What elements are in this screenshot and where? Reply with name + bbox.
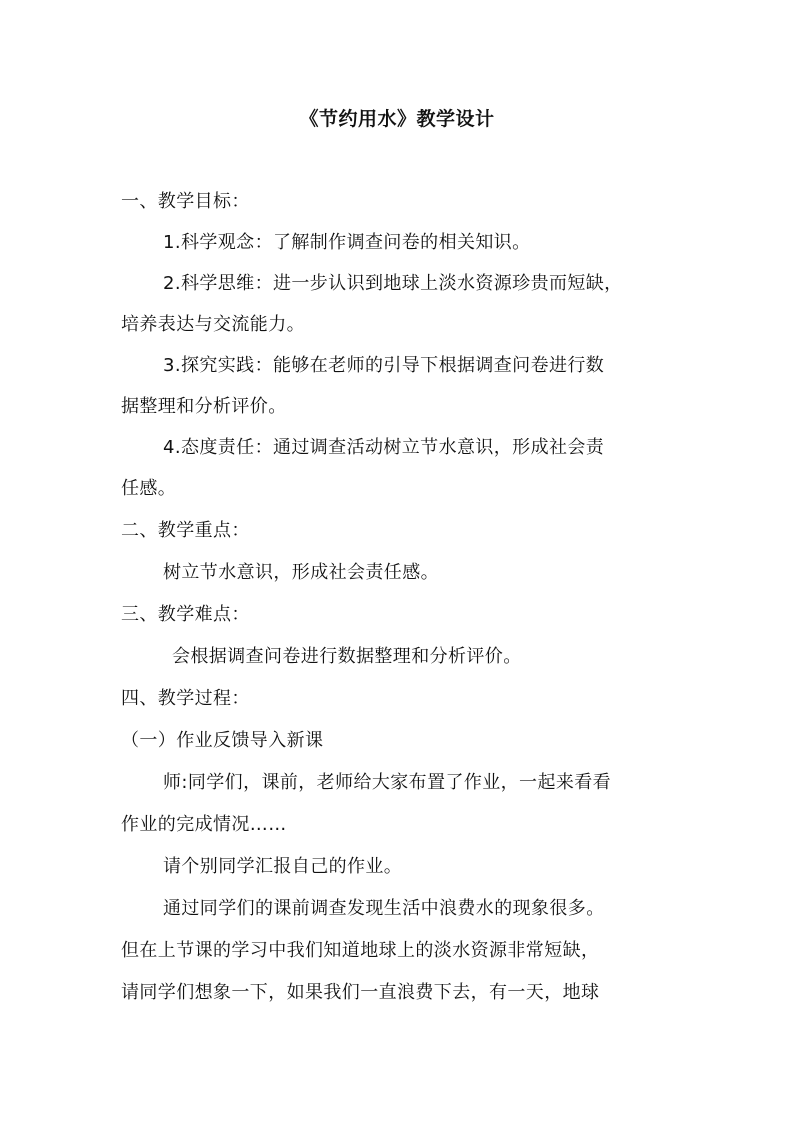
objective-2-line-1: 2.科学思维：进一步认识到地球上淡水资源珍贵而短缺， xyxy=(163,273,623,294)
objective-4-line-1: 4.态度责任：通过调查活动树立节水意识，形成社会责 xyxy=(163,437,605,458)
objectives-heading: 一、教学目标： xyxy=(121,191,250,212)
key-points-heading: 二、教学重点： xyxy=(121,520,250,541)
document-title: 《节约用水》教学设计 xyxy=(299,108,495,130)
difficulty-heading: 三、教学难点： xyxy=(121,604,250,625)
subsection-1-heading: （一）作业反馈导入新课 xyxy=(121,730,324,751)
objective-2-line-2: 培养表达与交流能力。 xyxy=(121,314,305,335)
paragraph-3-line-1: 通过同学们的课前调查发现生活中浪费水的现象很多。 xyxy=(163,898,605,919)
paragraph-3-line-3: 请同学们想象一下，如果我们一直浪费下去，有一天，地球 xyxy=(121,982,600,1003)
difficulty-text: 会根据调查问卷进行数据整理和分析评价。 xyxy=(172,646,522,667)
objective-4-line-2: 任感。 xyxy=(121,478,177,499)
objective-3-line-2: 据整理和分析评价。 xyxy=(121,396,287,417)
key-points-text: 树立节水意识，形成社会责任感。 xyxy=(163,562,439,583)
objective-3-line-1: 3.探究实践：能够在老师的引导下根据调查问卷进行数 xyxy=(163,355,605,376)
paragraph-1-line-1: 师:同学们，课前，老师给大家布置了作业，一起来看看 xyxy=(163,772,612,793)
paragraph-1-line-2: 作业的完成情况…… xyxy=(121,814,287,835)
paragraph-2: 请个别同学汇报自己的作业。 xyxy=(163,856,403,877)
process-heading: 四、教学过程： xyxy=(121,688,250,709)
paragraph-3-line-2: 但在上节课的学习中我们知道地球上的淡水资源非常短缺， xyxy=(121,940,600,961)
objective-1: 1.科学观念：了解制作调查问卷的相关知识。 xyxy=(163,232,531,253)
